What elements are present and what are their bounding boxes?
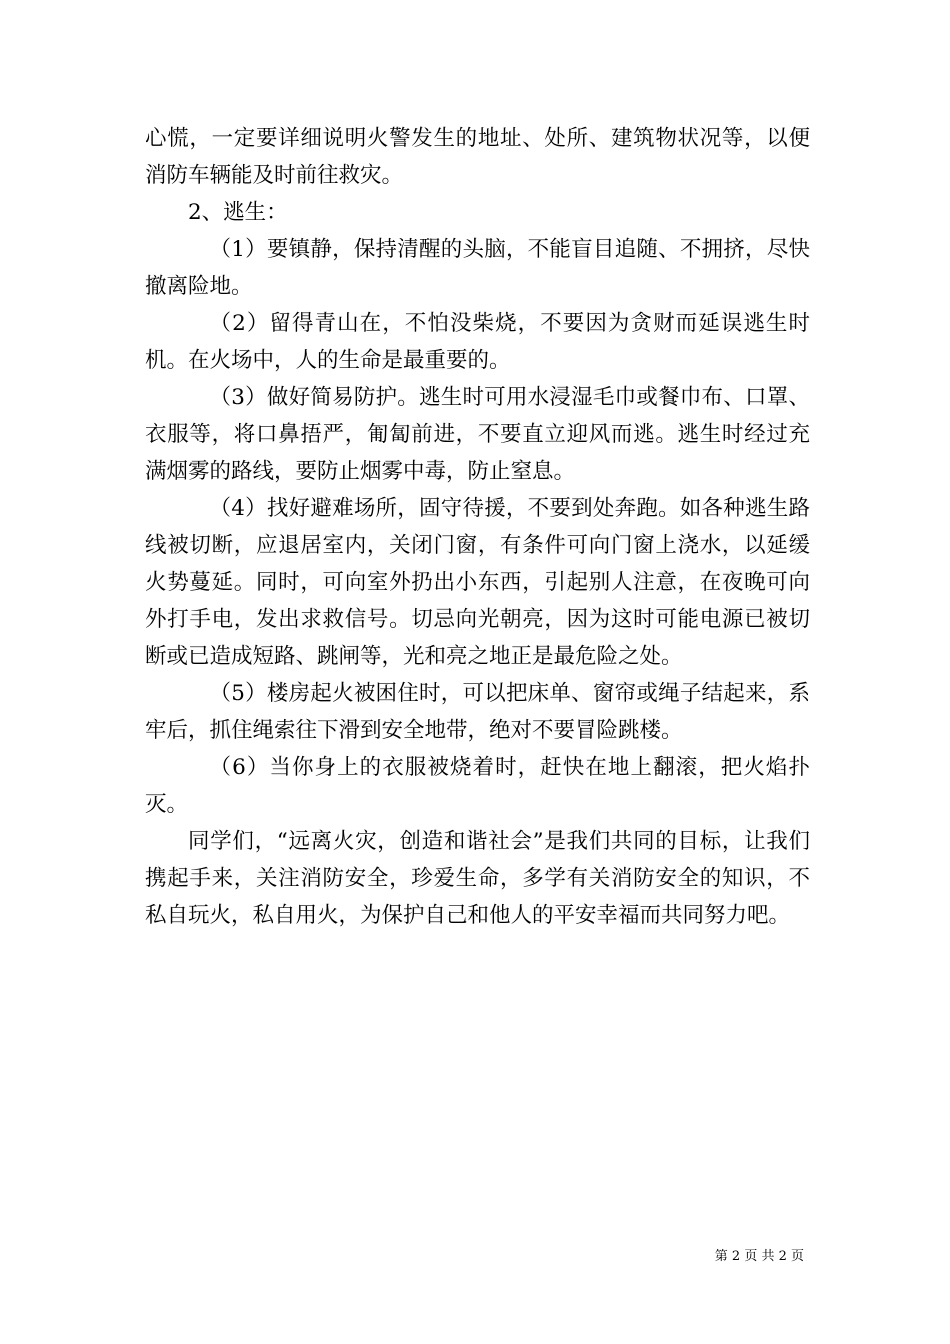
paragraph-continuation: 心慌，一定要详细说明火警发生的地址、处所、建筑物状况等，以便消防车辆能及时前往救灾。 (145, 126, 810, 188)
section-heading-escape: 2、逃生： (188, 200, 288, 225)
escape-item-2: （2）留得青山在，不怕没柴烧，不要因为贪财而延误逃生时机。在火场中，人的生命是最重要的。 (145, 311, 810, 373)
escape-item-3: （3）做好简易防护。逃生时可用水浸湿毛巾或餐巾布、口罩、衣服等，将口鼻捂严，匍匐前进，不要直立迎风而逃。逃生时经过充满烟雾的路线，要防止烟雾中毒，防止窒息。 (145, 385, 810, 484)
escape-item-6: （6）当你身上的衣服被烧着时，赶快在地上翻滚，把火焰扑灭。 (145, 755, 810, 817)
escape-item-4: （4）找好避难场所，固守待援，不要到处奔跑。如各种逃生路线被切断，应退居室内，关闭门窗，有条件可向门窗上浇水，以延缓火势蔓延。同时，可向室外扔出小东西，引起别人注意，在夜晚可向外打手电，发出求救信号。切忌向光朝亮，因为这时可能电源已被切断或已造成短路、跳闸等，光和亮之地正是最危险之处。 (145, 496, 810, 669)
escape-item-5: （5）楼房起火被困住时，可以把床单、窗帘或绳子结起来，系牢后，抓住绳索往下滑到安全地带，绝对不要冒险跳楼。 (145, 681, 810, 743)
page-number-footer: 第 2 页 共 2 页 (714, 1249, 804, 1264)
escape-item-1: （1）要镇静，保持清醒的头脑，不能盲目追随、不拥挤，尽快撤离险地。 (145, 237, 810, 299)
closing-paragraph: 同学们，“远离火灾，创造和谐社会”是我们共同的目标，让我们携起手来，关注消防安全，珍爱生命，多学有关消防安全的知识，不私自玩火，私自用火，为保护自己和他人的平安幸福而共同努力吧。 (145, 829, 810, 928)
document-body (145, 120, 810, 934)
